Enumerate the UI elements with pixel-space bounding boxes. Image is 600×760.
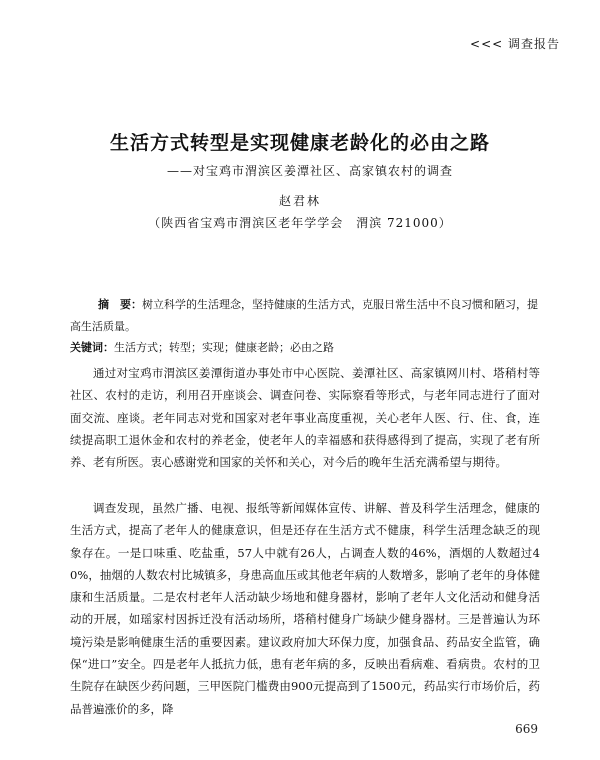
section-label: <<< 调查报告 bbox=[470, 37, 560, 51]
body-paragraph: 通过对宝鸡市渭滨区姜潭街道办事处市中心医院、姜潭社区、高家镇网川村、塔稍村等社区、农村的走访，利用召开座谈会、调查问卷、实际察看等形式，与老年同志进行了面对面交流、座谈。老年同志对党和国家对老年事业高度重视，关心老年人医、行、住、食，连续提高职工退休金和农村的养老金，使老年人的幸福感和获得感得到了提高，实现了老有所养、老有所医。衷心感谢党和国家的关怀和关心，对今后的晚年生活充满希望与期待。 bbox=[70, 366, 540, 470]
body-paragraph: 调查发现，虽然广播、电视、报纸等新闻媒体宣传、讲解、普及科学生活理念，健康的生活方式，提高了老年人的健康意识，但是还存在生活方式不健康，科学生活理念缺乏的现象存在。一是口味重、吃盐重，57人中就有26人，占调查人数的46%，酒烟的人数超过40%，抽烟的人数农村比城镇多，身患高血压或其他老年病的人数增多，影响了老年的身体健康和生活质量。二是农村老年人活动缺少场地和健身器材，影响了老年人文化活动和健身活动的开展，如瑶家村因拆迁没有活动场所，塔稍村健身广场缺少健身器材。三是普遍认为环境污染是影响健康生活的重要因素。建议政府加大环保力度，加强食品、药品安全监管，确保“进口”安全。四是老年人抵抗力低，患有老年病的多，反映出看病难、看病贵。农村的卫生院存在缺医少药问题，三甲医院门槛费由900元提高到了1500元，药品实行市场价后，药品普遍涨价的多，降 bbox=[70, 501, 540, 716]
abstract bbox=[70, 294, 540, 338]
abstract-label: 摘 要： bbox=[98, 298, 142, 311]
article-title: 生活方式转型是实现健康老龄化的必由之路 bbox=[109, 132, 490, 154]
article-subtitle: ——对宝鸡市渭滨区姜潭社区、高家镇农村的调查 bbox=[166, 164, 453, 178]
author-name: 赵君林 bbox=[278, 194, 321, 208]
keywords bbox=[70, 339, 540, 357]
abstract-text: 树立科学的生活理念，坚持健康的生活方式，克服日常生活中不良习惯和陋习，提高生活质量。 bbox=[70, 298, 538, 333]
author-affiliation: （陕西省宝鸡市渭滨区老年学学会 渭滨 721000） bbox=[148, 216, 452, 230]
keywords-label: 关键词： bbox=[70, 341, 114, 354]
page-number: 669 bbox=[515, 722, 538, 736]
keywords-text: 生活方式；转型；实现；健康老龄；必由之路 bbox=[114, 341, 334, 354]
